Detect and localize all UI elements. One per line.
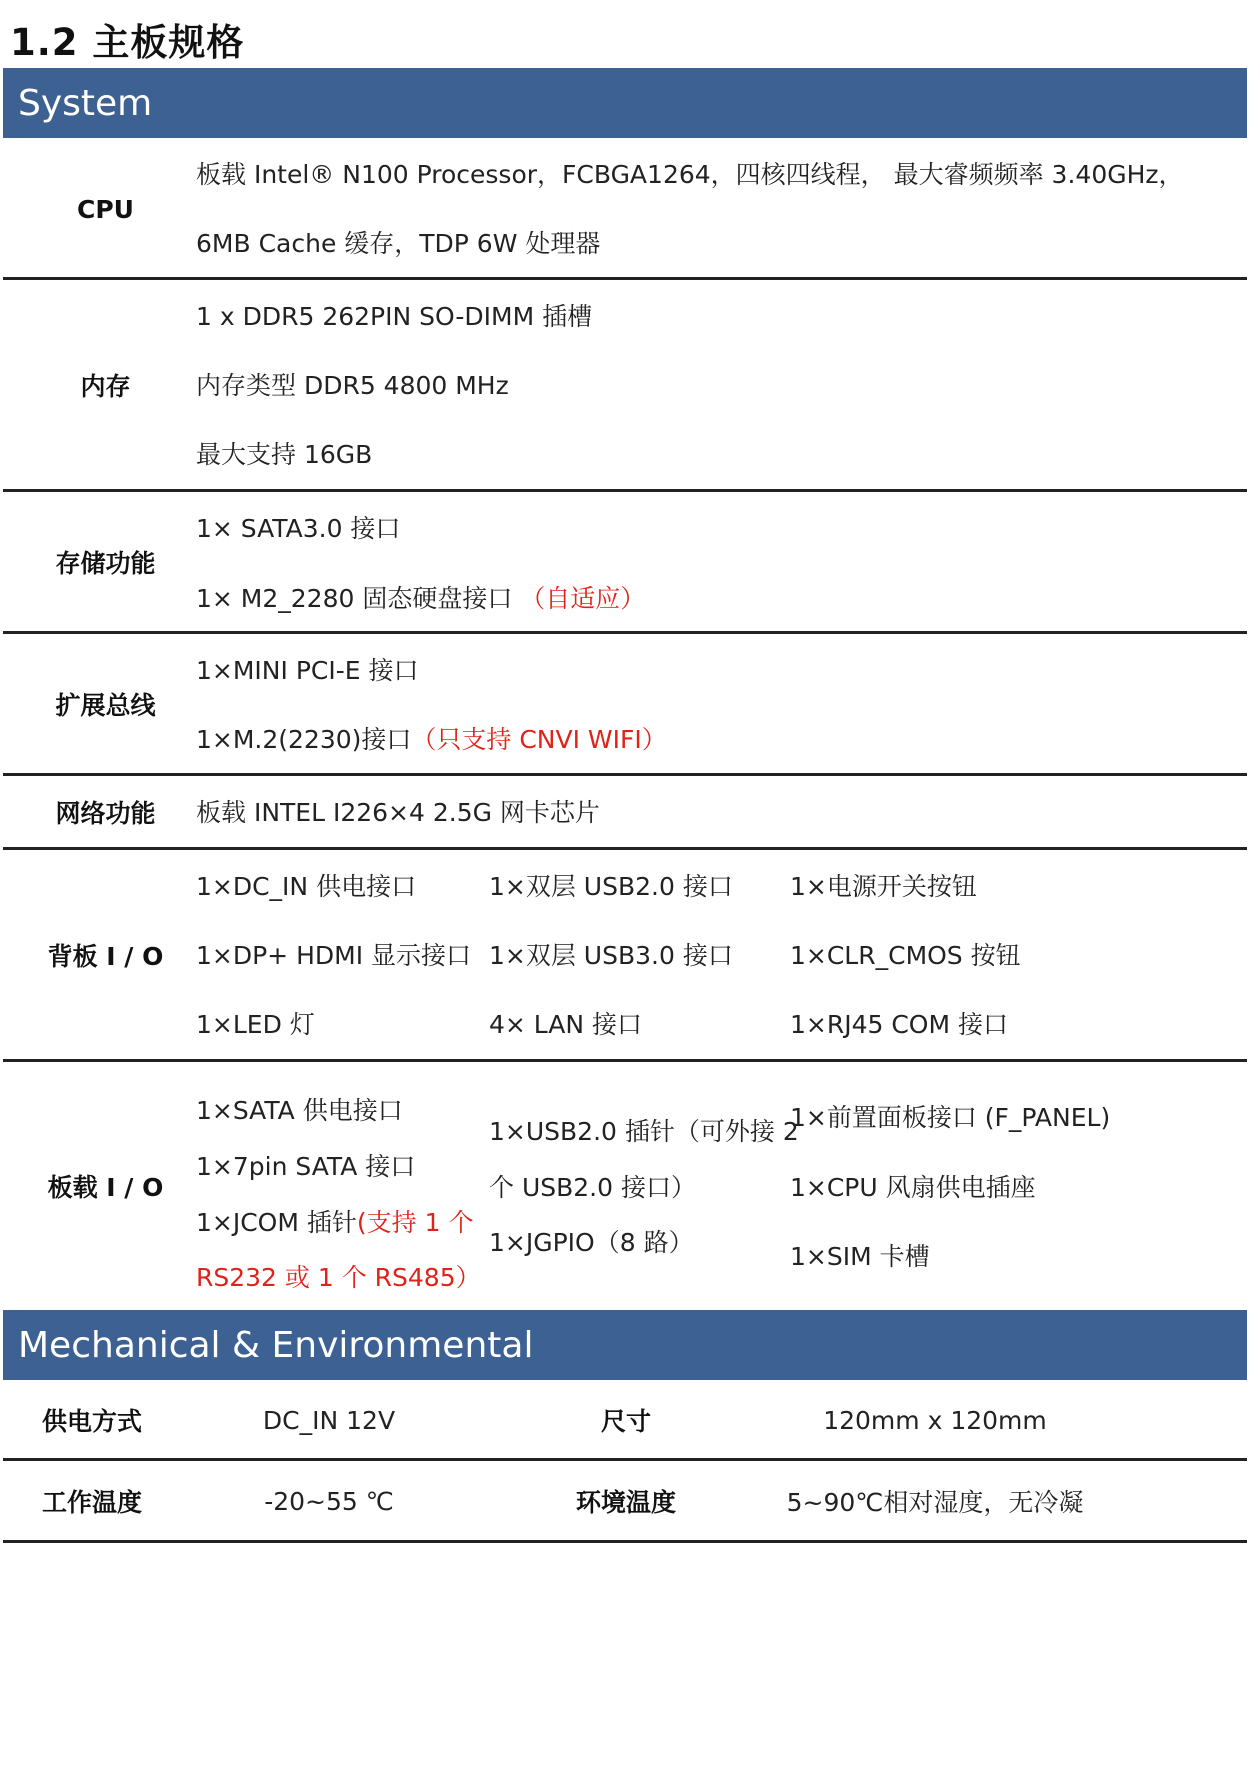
expansion-line-1: 1×MINI PCI-E 接口 (196, 656, 419, 685)
onboard-io-item (196, 1208, 473, 1238)
memory-line-2: 内存类型 DDR5 4800 MHz (196, 371, 509, 400)
expansion-note: （只支持 CNVI WIFI） (411, 725, 667, 754)
section-header-mechanical: Mechanical & Environmental (3, 1310, 1247, 1380)
onboard-io-item: 1×CPU 风扇供电插座 (790, 1173, 1036, 1202)
rear-io-item: 1×RJ45 COM 接口 (790, 1010, 1009, 1039)
onboard-io-label: 板载 I / O (47, 1173, 164, 1202)
memory-line-3: 最大支持 16GB (196, 440, 373, 469)
cpu-line-1: 板载 Intel® N100 Processor，FCBGA1264，四核四线程， 最大睿频频率 3.40GHz， (196, 160, 1184, 189)
onboard-io-item: 1×USB2.0 插针（可外接 2 (489, 1117, 799, 1146)
rear-io-item: 1×DP+ HDMI 显示接口 (196, 941, 472, 970)
expansion-line-2-text: 1×M.2(2230)接口 (196, 725, 412, 754)
page-title: 1.2 主板规格 (10, 21, 245, 64)
rear-io-item: 1×电源开关按钮 (790, 872, 977, 901)
storage-label: 存储功能 (55, 549, 156, 578)
onboard-io-jcom-text: 1×JCOM 插针 (196, 1208, 357, 1237)
onboard-io-item: 个 USB2.0 接口） (489, 1173, 696, 1202)
memory-label: 内存 (80, 372, 131, 401)
onboard-io-jcom-note-2: RS232 或 1 个 RS485） (196, 1263, 481, 1292)
expansion-line-2 (196, 725, 667, 755)
rear-io-item: 1×双层 USB2.0 接口 (489, 872, 733, 901)
power-label: 供电方式 (41, 1407, 142, 1436)
onboard-io-item: 1×SATA 供电接口 (196, 1096, 403, 1125)
size-value: 120mm x 120mm (823, 1405, 1047, 1435)
storage-note: （自适应） (520, 584, 646, 613)
rear-io-item: 1×LED 灯 (196, 1010, 315, 1039)
row-divider (3, 1540, 1247, 1543)
network-label: 网络功能 (55, 799, 156, 828)
storage-line-2-text: 1× M2_2280 固态硬盘接口 (196, 584, 521, 613)
storage-line-2 (196, 584, 645, 614)
onboard-io-item: 1×SIM 卡槽 (790, 1242, 930, 1271)
operating-temp-label: 工作温度 (41, 1488, 142, 1517)
rear-io-item: 1×CLR_CMOS 按钮 (790, 941, 1021, 970)
network-line-1: 板载 INTEL I226×4 2.5G 网卡芯片 (196, 798, 600, 827)
onboard-io-item: 1×JGPIO（8 路） (489, 1228, 694, 1257)
size-label: 尺寸 (600, 1407, 651, 1436)
cpu-line-2: 6MB Cache 缓存，TDP 6W 处理器 (196, 229, 601, 258)
section-header-system: System (3, 68, 1247, 138)
storage-line-1: 1× SATA3.0 接口 (196, 514, 401, 543)
power-value: DC_IN 12V (262, 1405, 396, 1435)
operating-temp-value: -20~55 ℃ (264, 1486, 394, 1516)
row-divider (3, 1458, 1247, 1461)
cpu-label: CPU (77, 194, 134, 224)
rear-io-item: 1×DC_IN 供电接口 (196, 872, 417, 901)
environment-label: 环境温度 (575, 1488, 676, 1517)
onboard-io-item: 1×前置面板接口 (F_PANEL) (790, 1103, 1111, 1132)
environment-value: 5~90℃相对湿度，无冷凝 (786, 1488, 1084, 1517)
onboard-io-jcom-note: (支持 1 个 (356, 1208, 474, 1237)
memory-line-1: 1 x DDR5 262PIN SO-DIMM 插槽 (196, 302, 593, 331)
rear-io-item: 1×双层 USB3.0 接口 (489, 941, 733, 970)
onboard-io-item: 1×7pin SATA 接口 (196, 1152, 416, 1181)
rear-io-item: 4× LAN 接口 (489, 1010, 643, 1039)
rear-io-label: 背板 I / O (47, 942, 164, 971)
expansion-label: 扩展总线 (55, 691, 156, 720)
